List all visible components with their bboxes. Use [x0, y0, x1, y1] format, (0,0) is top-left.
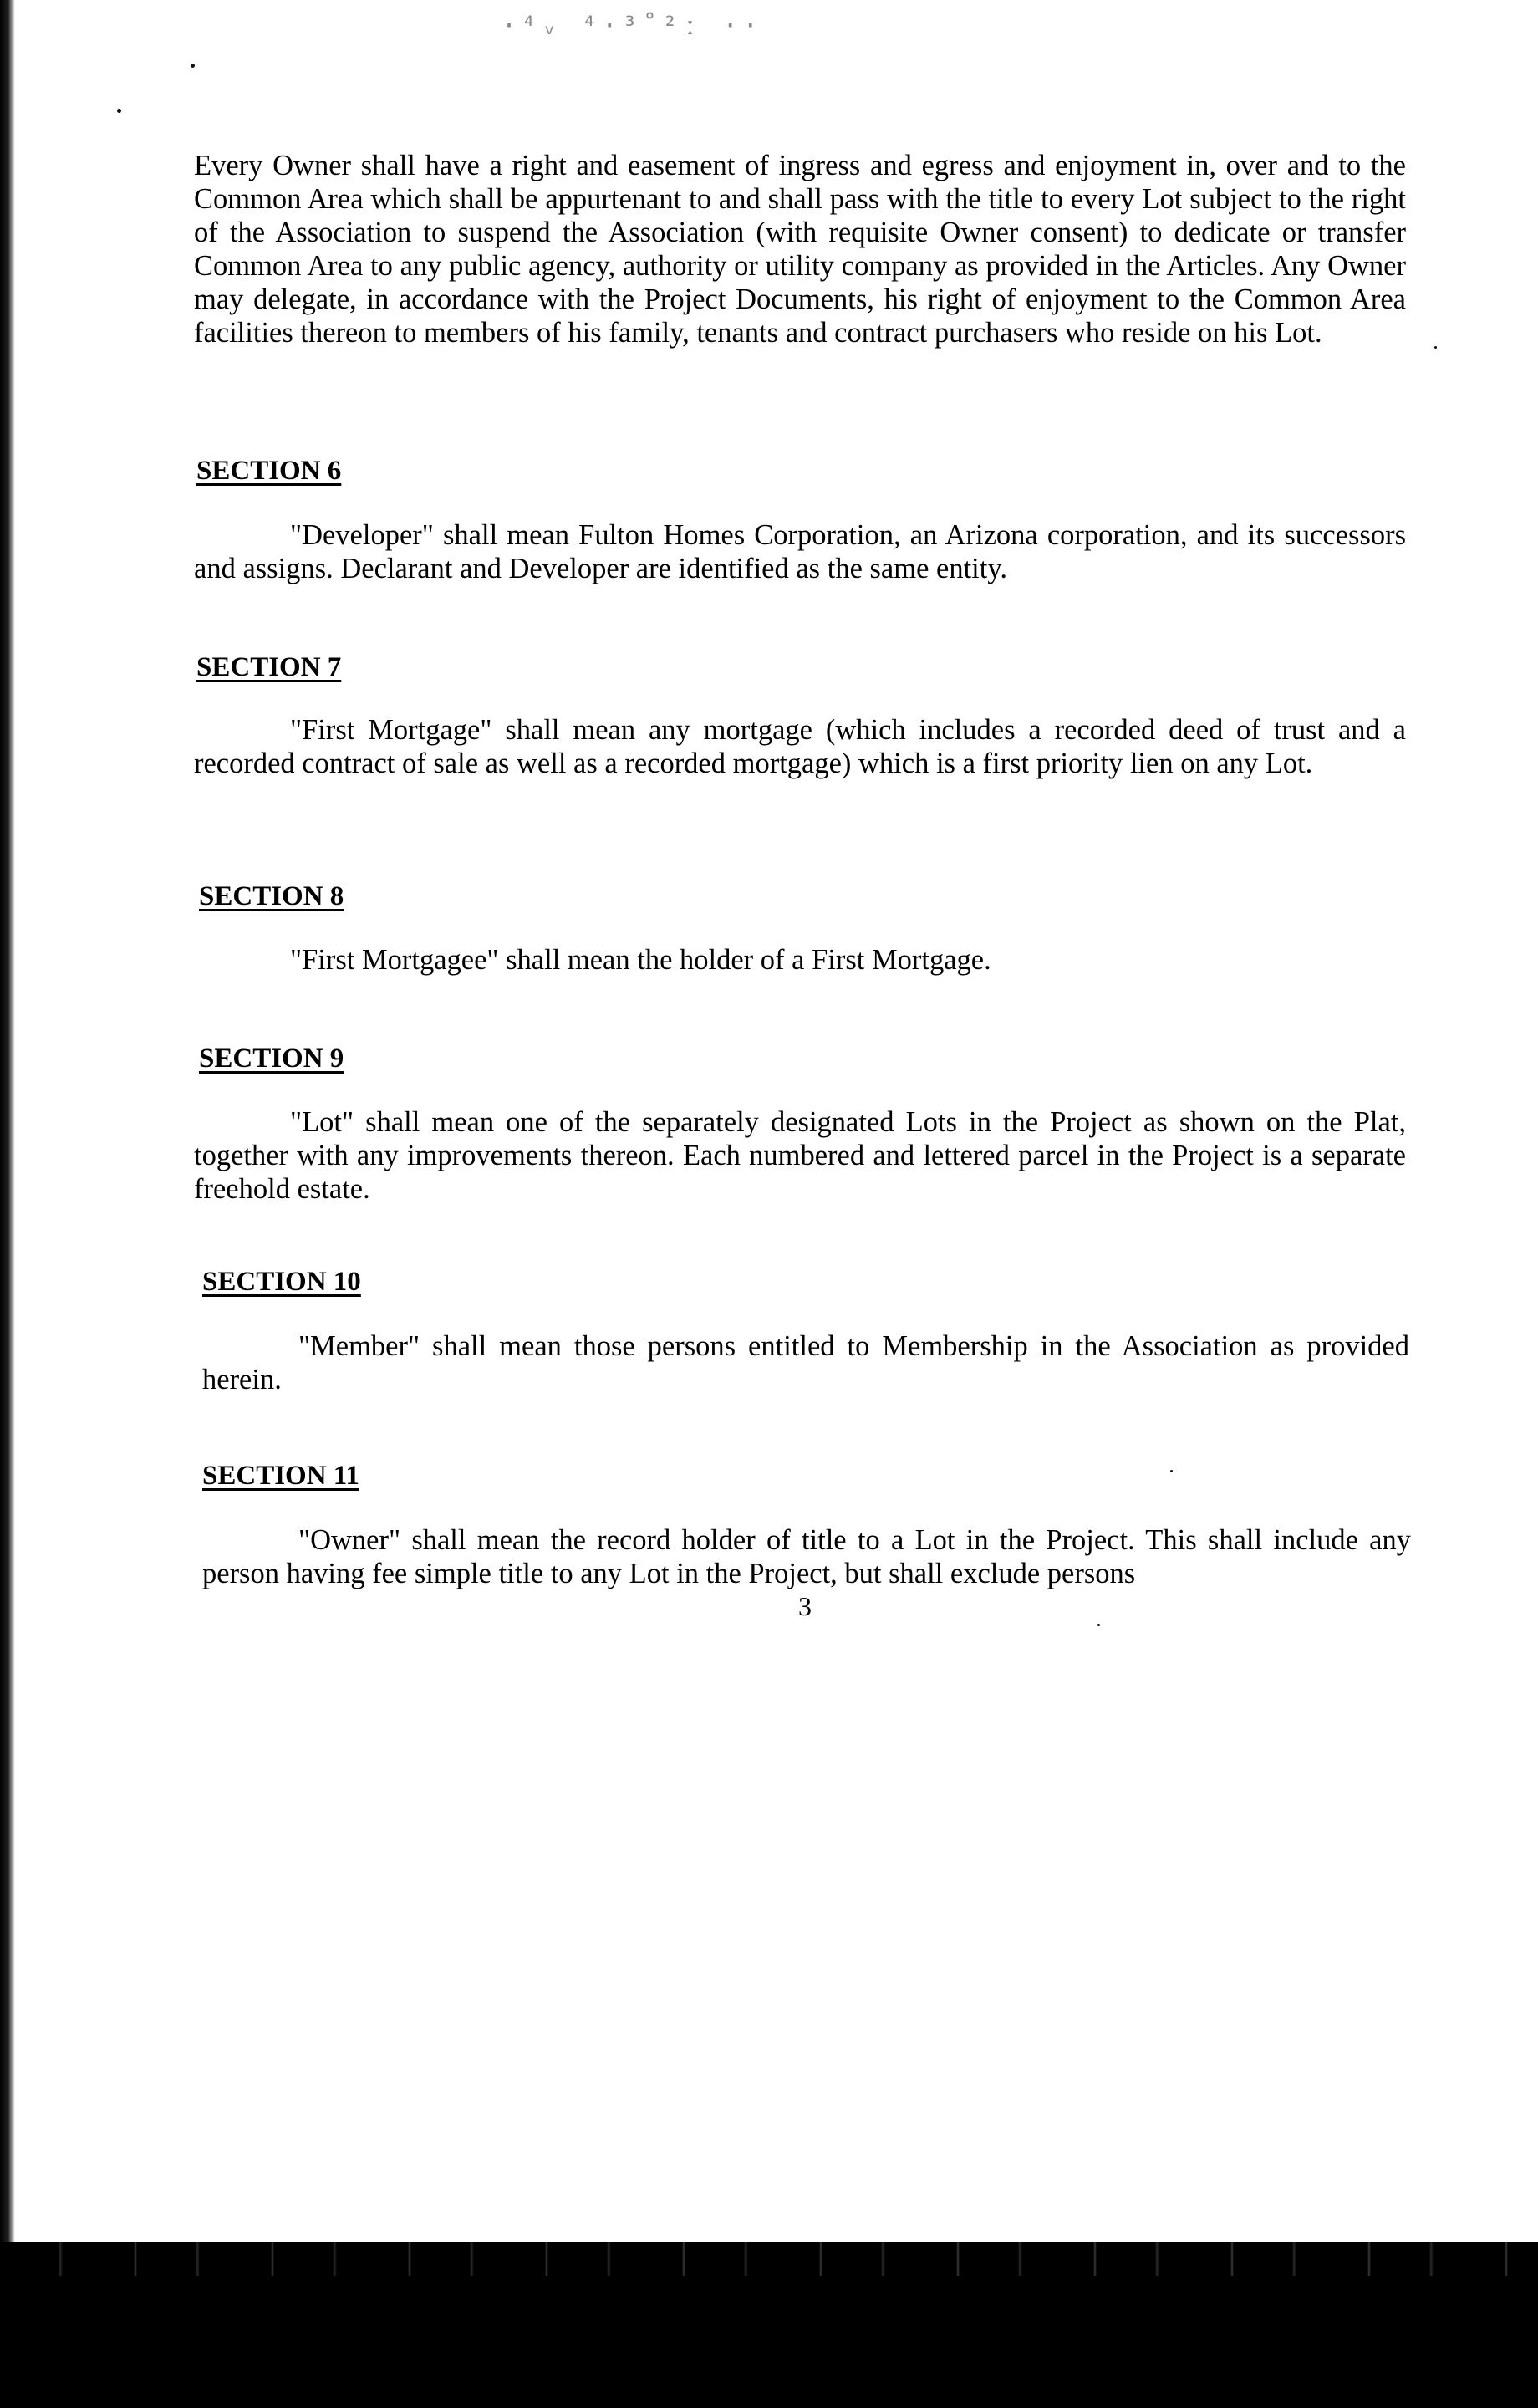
section-body: "Owner" shall mean the record holder of title to a Lot in the Project. This shall include any person having fee simple title to any Lot in the Project, but shall exclude persons [202, 1524, 1411, 1589]
scan-speck [1097, 1624, 1100, 1626]
header-stamp-mark: ·⁴ᵥ ⁴·³˚²ː ·· [502, 12, 763, 41]
section-body: "First Mortgagee" shall mean the holder of a First Mortgage. [290, 944, 991, 976]
section-heading: SECTION 8 [199, 881, 344, 911]
scan-left-edge [0, 0, 15, 2249]
scan-speck [117, 109, 121, 113]
page-number: 3 [798, 1591, 812, 1621]
section-heading: SECTION 9 [199, 1043, 344, 1074]
section-body: "Member" shall mean those persons entitled to Membership in the Association as provided herein. [202, 1330, 1409, 1395]
section-heading: SECTION 6 [196, 456, 342, 486]
section-body: "Lot" shall mean one of the separately designated Lots in the Project as shown on the Plat, together with any improvements thereon. Each numbered and lettered parcel in the Project is a separate freehold estate. [194, 1106, 1406, 1205]
scan-bottom-edge [0, 2242, 1538, 2276]
section-heading: SECTION 7 [196, 652, 342, 682]
scan-speck [191, 64, 195, 68]
section-heading: SECTION 11 [202, 1461, 359, 1491]
scan-speck [1170, 1470, 1173, 1472]
intro-paragraph: Every Owner shall have a right and easement of ingress and egress and enjoyment in, over and to the Common Area which shall be appurtenant to and shall pass with the title to every Lot subject to the right of the Association to suspend the Association (with requisite Owner consent) to dedicate or transfer Common Area to any public agency, authority or utility company as provided in the Articles. Any Owner may delegate, in accordance with the Project Documents, his right of enjoyment to the Common Area facilities thereon to members of his family, tenants and contract purchasers who reside on his Lot. [194, 150, 1406, 349]
section-heading: SECTION 10 [202, 1267, 361, 1297]
section-body: "Developer" shall mean Fulton Homes Corporation, an Arizona corporation, and its successors and assigns. Declarant and Developer are identified as the same entity. [194, 519, 1406, 584]
scan-speck [1434, 346, 1437, 349]
section-body: "First Mortgage" shall mean any mortgage (which includes a recorded deed of trust and a recorded contract of sale as well as a recorded mortgage) which is a first priority lien on any Lot. [194, 714, 1406, 779]
